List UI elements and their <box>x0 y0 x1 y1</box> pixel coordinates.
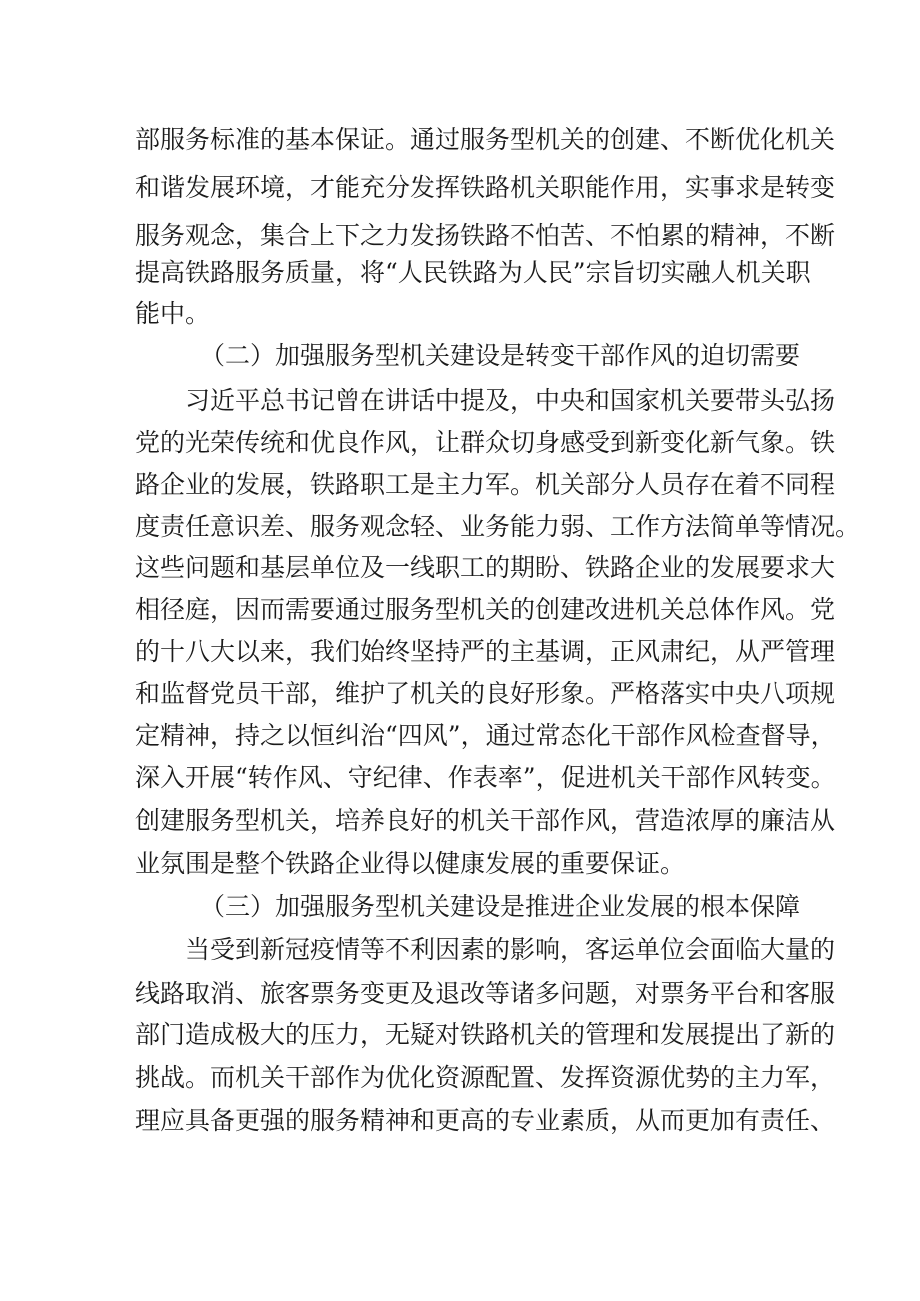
paragraph-line: 当受到新冠疫情等不利因素的影响，客运单位会面临大量的 <box>185 935 836 964</box>
paragraph-line: 这些问题和基层单位及一线职工的期盼、铁路企业的发展要求大 <box>135 553 836 582</box>
paragraph-line: 习近平总书记曾在讲话中提及，中央和国家机关要带头弘扬 <box>185 386 836 415</box>
paragraph-line: 挑战。而机关干部作为优化资源配置、发挥资源优势的主力军， <box>135 1063 836 1092</box>
paragraph-line: 部服务标准的基本保证。通过服务型机关的创建、不断优化机关 <box>135 125 836 154</box>
paragraph-line: 服务观念，集合上下之力发扬铁路不怕苦、不怕累的精神，不断 <box>135 221 836 250</box>
section-heading: （三）加强服务型机关建设是推进企业发展的根本保障 <box>200 892 801 921</box>
paragraph-line: 提高铁路服务质量，将“人民铁路为人民”宗旨切实融人机关职 <box>135 258 811 287</box>
paragraph-line: 定精神，持之以恒纠治“四风”，通过常态化干部作风检查督导， <box>135 721 836 750</box>
paragraph-line: 能中。 <box>135 299 211 328</box>
paragraph-line: 理应具备更强的服务精神和更高的专业素质，从而更加有责任、 <box>135 1106 836 1135</box>
paragraph-line: 业氛围是整个铁路企业得以健康发展的重要保证。 <box>135 849 686 878</box>
paragraph-line: 和谐发展环境，才能充分发挥铁路机关职能作用，实事求是转变 <box>135 173 836 202</box>
paragraph-line: 党的光荣传统和优良作风，让群众切身感受到新变化新气象。铁 <box>135 428 836 457</box>
paragraph-line: 度责任意识差、服务观念轻、业务能力弱、工作方法简单等情况。 <box>135 512 861 541</box>
paragraph-line: 线路取消、旅客票务变更及退改等诸多问题，对票务平台和客服 <box>135 979 836 1008</box>
paragraph-line: 部门造成极大的压力，无疑对铁路机关的管理和发展提出了新的 <box>135 1020 836 1049</box>
paragraph-line: 的十八大以来，我们始终坚持严的主基调，正风肃纪，从严管理 <box>135 637 836 666</box>
paragraph-line: 路企业的发展，铁路职工是主力军。机关部分人员存在着不同程 <box>135 470 836 499</box>
paragraph-line: 相径庭，因而需要通过服务型机关的创建改进机关总体作风。党 <box>135 595 836 624</box>
paragraph-line: 深入开展“转作风、守纪律、作表率”，促进机关干部作风转变。 <box>135 763 836 792</box>
section-heading: （二）加强服务型机关建设是转变干部作风的迫切需要 <box>200 341 801 370</box>
paragraph-line: 和监督党员干部，维护了机关的良好形象。严格落实中央八项规 <box>135 679 836 708</box>
paragraph-line: 创建服务型机关，培养良好的机关干部作风，营造浓厚的廉洁从 <box>135 806 836 835</box>
